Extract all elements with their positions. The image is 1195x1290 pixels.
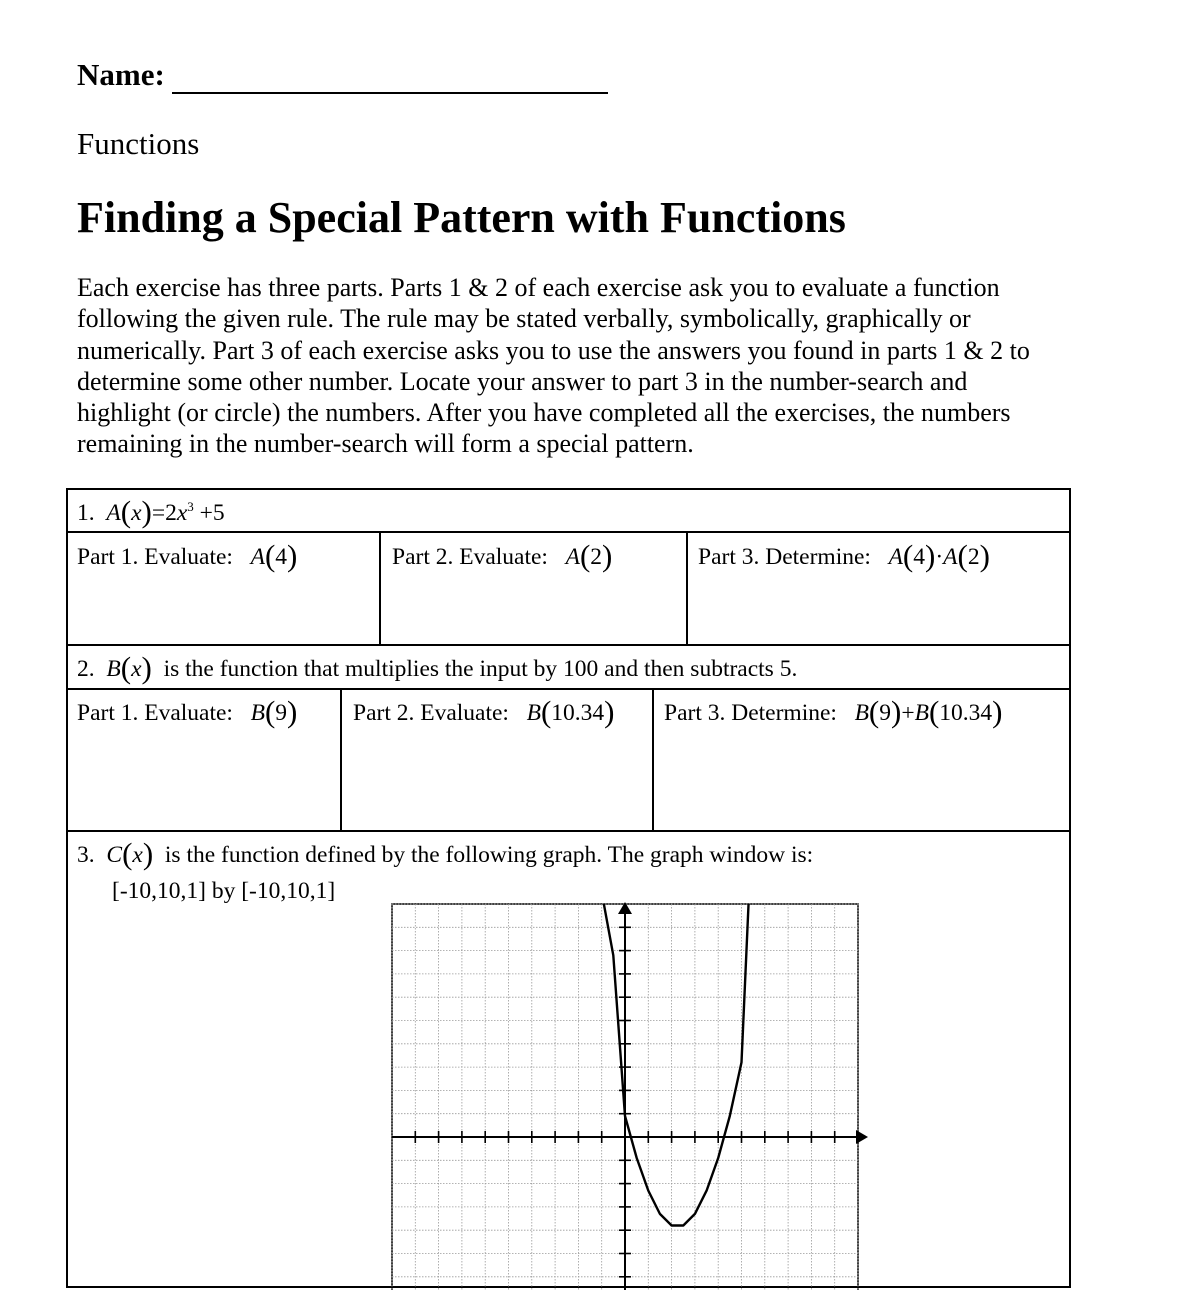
part-label: Part 2. Evaluate: — [353, 700, 509, 726]
instructions-paragraph — [77, 272, 1107, 460]
instructions-line: highlight (or circle) the numbers. After you have completed all the exercises, the numbers — [77, 397, 1107, 428]
argument: 4 — [275, 544, 287, 570]
exercise-2-part-3[interactable]: Part 3. Determine: B(9)+B(10.34) — [664, 694, 1002, 730]
exercise-1-part-3[interactable]: Part 3. Determine: A(4)·A(2) — [698, 538, 990, 574]
operator: · — [935, 544, 943, 570]
argument: 4 — [913, 544, 925, 570]
function-name: A — [889, 544, 903, 570]
argument: 10.34 — [939, 700, 992, 726]
variable: x — [177, 500, 187, 526]
instructions-line: remaining in the number-search will form a special pattern. — [77, 428, 1107, 459]
exercise-2-part-1[interactable]: Part 1. Evaluate: B(9) — [77, 694, 297, 730]
part-label: Part 2. Evaluate: — [392, 544, 548, 570]
function-name: B — [106, 656, 120, 682]
instructions-line: following the given rule. The rule may be stated verbally, symbolically, graphically or — [77, 303, 1107, 334]
x-axis-arrow — [856, 1130, 868, 1144]
argument: 9 — [275, 700, 287, 726]
function-graph — [388, 900, 868, 1290]
function-name: C — [106, 842, 122, 868]
rule-description: is the function that multiplies the input by 100 and then subtracts 5. — [164, 656, 798, 682]
exercise-number: 3. — [77, 842, 95, 868]
argument: 2 — [968, 544, 980, 570]
operator: + — [901, 700, 914, 726]
variable: x — [131, 500, 141, 526]
row-divider — [66, 688, 1071, 690]
rule-description: is the function defined by the following graph. The graph window is: — [165, 842, 813, 868]
exercise-1-part-1[interactable]: Part 1. Evaluate: A(4) — [77, 538, 297, 574]
function-name: A — [251, 544, 265, 570]
argument: 9 — [879, 700, 891, 726]
instructions-line: determine some other number. Locate your answer to part 3 in the number-search and — [77, 366, 1107, 397]
column-divider — [686, 531, 688, 645]
row-divider — [66, 830, 1071, 832]
constant-term: +5 — [200, 500, 225, 526]
function-name: A — [566, 544, 580, 570]
column-divider — [379, 531, 381, 645]
variable: x — [132, 842, 142, 868]
name-blank-line[interactable] — [172, 92, 608, 94]
part-label: Part 3. Determine: — [664, 700, 837, 726]
exercise-1-part-2[interactable]: Part 2. Evaluate: A(2) — [392, 538, 612, 574]
column-divider — [340, 688, 342, 831]
part-label: Part 1. Evaluate: — [77, 700, 233, 726]
coefficient: 2 — [165, 500, 177, 526]
graph-window: [-10,10,1] by [-10,10,1] — [112, 878, 335, 905]
function-name: B — [855, 700, 869, 726]
graph-axes — [392, 902, 868, 1290]
function-name: B — [251, 700, 265, 726]
part-label: Part 1. Evaluate: — [77, 544, 233, 570]
function-name: B — [527, 700, 541, 726]
instructions-line: Each exercise has three parts. Parts 1 & 2 of each exercise ask you to evaluate a function — [77, 272, 1107, 303]
subject-heading: Functions — [77, 126, 199, 162]
column-divider — [652, 688, 654, 831]
equals-sign: = — [152, 500, 165, 526]
row-divider — [66, 644, 1071, 646]
argument: 10.34 — [551, 700, 604, 726]
worksheet-title: Finding a Special Pattern with Functions — [77, 192, 846, 243]
instructions-line: numerically. Part 3 of each exercise asks you to use the answers you found in parts 1 & 2 to — [77, 335, 1107, 366]
exercise-number: 2. — [77, 656, 95, 682]
variable: x — [131, 656, 141, 682]
name-label: Name: — [77, 57, 165, 93]
row-divider — [66, 531, 1071, 533]
function-name: A — [943, 544, 957, 570]
exercise-2-rule: 2. B(x) is the function that multiplies the input by 100 and then subtracts 5. — [77, 650, 797, 686]
function-name: A — [106, 500, 120, 526]
function-name: B — [915, 700, 929, 726]
exercise-number: 1. — [77, 500, 95, 526]
exponent: 3 — [187, 499, 194, 514]
exercise-2-part-2[interactable]: Part 2. Evaluate: B(10.34) — [353, 694, 614, 730]
exercise-1-rule: 1. $A(x)=2x^3 +5$ — [77, 494, 225, 530]
exercise-3-rule: 3. C(x) is the function defined by the following graph. The graph window is: — [77, 836, 813, 872]
part-label: Part 3. Determine: — [698, 544, 871, 570]
argument: 2 — [590, 544, 602, 570]
